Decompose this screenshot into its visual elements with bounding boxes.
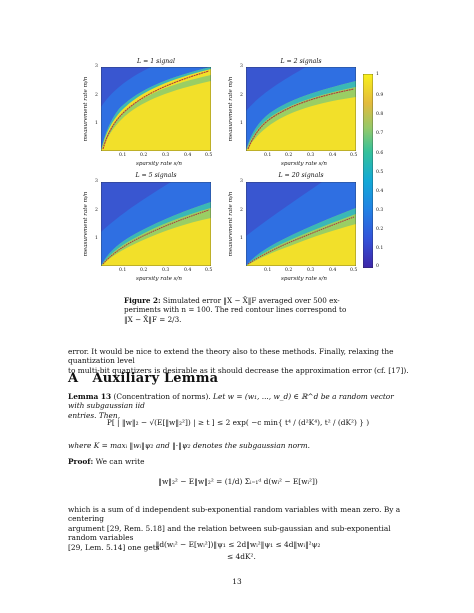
colorbar-tick: 0.1 <box>376 246 384 251</box>
page-number: 13 <box>232 577 242 586</box>
ytick-2: 2 <box>240 208 243 213</box>
lemma-13 <box>68 392 408 420</box>
xtick: 0.2 <box>285 268 293 273</box>
colorbar-tick: 0.5 <box>376 170 384 175</box>
section-title: Auxiliary Lemma <box>92 371 219 386</box>
proof-intro-text: We can write <box>95 457 145 466</box>
proof-line: which is a sum of d independent sub-exponential random variables with mean zero. By a centering <box>68 505 401 524</box>
panel-title-1: L = 1 signal <box>137 58 175 65</box>
heatmap-panel-2 <box>246 67 356 151</box>
y-axis-label-1: measurement rate m/n <box>83 76 89 142</box>
section-number: A <box>68 371 79 386</box>
y-axis-label-4: measurement rate m/n <box>228 191 234 257</box>
xtick: 0.1 <box>119 268 127 273</box>
lemma-label: Lemma 13 <box>68 392 112 401</box>
paragraph-line: to multi-bit quantizers is desirable as it should decrease the approximation error (cf. [17]). <box>68 365 409 375</box>
figure-caption <box>124 296 354 324</box>
x-axis-label-1: sparsity rate s/n <box>136 161 183 167</box>
y-axis-label-2: measurement rate m/n <box>228 76 234 142</box>
proof-label: Proof: <box>68 457 94 466</box>
xtick: 0.3 <box>162 268 170 273</box>
colorbar-tick: 0.9 <box>376 93 384 98</box>
ytick-3: 3 <box>95 179 98 184</box>
xtick: 0.2 <box>140 153 148 158</box>
xtick: 0.4 <box>329 153 337 158</box>
y-axis-label-3: measurement rate m/n <box>83 191 89 257</box>
caption-line2: periments with n = 100. The red contour lines correspond to <box>124 305 347 315</box>
ytick-3: 3 <box>240 64 243 69</box>
xtick: 0.5 <box>350 268 358 273</box>
x-axis-label-2: sparsity rate s/n <box>281 161 328 167</box>
xtick: 0.3 <box>307 153 315 158</box>
caption-label: Figure 2: <box>124 296 161 305</box>
ytick-1: 1 <box>240 236 243 241</box>
xtick: 0.2 <box>140 268 148 273</box>
lemma-where-line: where K = maxᵢ ‖wᵢ‖ψ₂ and ‖·‖ψ₂ denotes the subgaussian norm. <box>68 441 310 450</box>
colorbar-tick: 0.6 <box>376 151 384 156</box>
heatmap-panel-1 <box>101 67 211 151</box>
colorbar <box>363 74 373 268</box>
xtick: 0.1 <box>264 153 272 158</box>
heatmap-panel-4 <box>246 182 356 266</box>
colorbar-tick: 0 <box>376 264 379 269</box>
xtick: 0.1 <box>119 153 127 158</box>
xtick: 0.4 <box>329 268 337 273</box>
xtick: 0.3 <box>307 268 315 273</box>
colorbar-tick: 0.4 <box>376 189 384 194</box>
ytick-2: 2 <box>95 208 98 213</box>
lemma-statement-2: entries. Then, <box>68 410 121 420</box>
proof-inequality-1: ‖d(wᵢ² − E[wᵢ²])‖ψ₁ ≤ 2d‖wᵢ²‖ψ₁ ≤ 4d‖wᵢ‖²ψ₂ <box>155 540 321 549</box>
colorbar-tick: 0.7 <box>376 131 384 136</box>
ytick-2: 2 <box>95 93 98 98</box>
xtick: 0.4 <box>184 268 192 273</box>
caption-line3: ‖X − X̂‖F = 2/3. <box>124 314 182 324</box>
xtick: 0.2 <box>285 153 293 158</box>
paragraph-line: error. It would be nice to extend the theory also to these methods. Finally, relaxing the quantization level <box>68 347 394 366</box>
lemma-equation: P[ | ‖w‖₂ − √(E[‖w‖₂²]) | ≥ t ] ≤ 2 exp( −c min{ t⁴ / (d²K⁴), t² / (dK²) } ) <box>106 418 370 427</box>
x-axis-label-3: sparsity rate s/n <box>136 276 183 282</box>
panel-title-4: L = 20 signals <box>278 172 324 179</box>
xtick: 0.5 <box>205 268 213 273</box>
proof-inequality-2: ≤ 4dK². <box>227 552 256 561</box>
xtick: 0.5 <box>350 153 358 158</box>
xtick: 0.4 <box>184 153 192 158</box>
proof-line: argument [29, Rem. 5.18] and the relation between sub-gaussian and sub-exponential random variables <box>68 523 391 543</box>
heatmap-panel-3 <box>101 182 211 266</box>
proof-line: [29, Lem. 5.14] one gets <box>68 542 160 552</box>
ytick-1: 1 <box>95 236 98 241</box>
ytick-3: 3 <box>240 179 243 184</box>
proof-equation: ‖w‖₂² − E‖w‖₂² = (1/d) Σᵢ₌₁ᵈ d(wᵢ² − E[wᵢ²]) <box>158 477 318 486</box>
panel-title-2: L = 2 signals <box>280 58 322 65</box>
colorbar-tick: 0.3 <box>376 208 384 213</box>
ytick-3: 3 <box>95 64 98 69</box>
xtick: 0.1 <box>264 268 272 273</box>
ytick-1: 1 <box>240 121 243 126</box>
xtick: 0.5 <box>205 153 213 158</box>
ytick-2: 2 <box>240 93 243 98</box>
colorbar-tick: 1 <box>376 72 379 77</box>
ytick-1: 1 <box>95 121 98 126</box>
proof-intro <box>68 457 408 466</box>
lemma-statement: Let w = (w₁, ..., w_d) ∈ ℝ^d be a random vector with subgaussian iid <box>68 392 394 411</box>
lemma-name: (Concentration of norms). <box>113 392 211 401</box>
colorbar-tick: 0.2 <box>376 227 384 232</box>
section-heading <box>68 371 218 386</box>
x-axis-label-4: sparsity rate s/n <box>281 276 328 282</box>
panel-title-3: L = 5 signals <box>135 172 177 179</box>
lemma-where <box>68 441 408 450</box>
caption-line1: Simulated error ‖X − X̂‖F averaged over 500 ex- <box>162 296 340 305</box>
xtick: 0.3 <box>162 153 170 158</box>
colorbar-tick: 0.8 <box>376 112 384 117</box>
